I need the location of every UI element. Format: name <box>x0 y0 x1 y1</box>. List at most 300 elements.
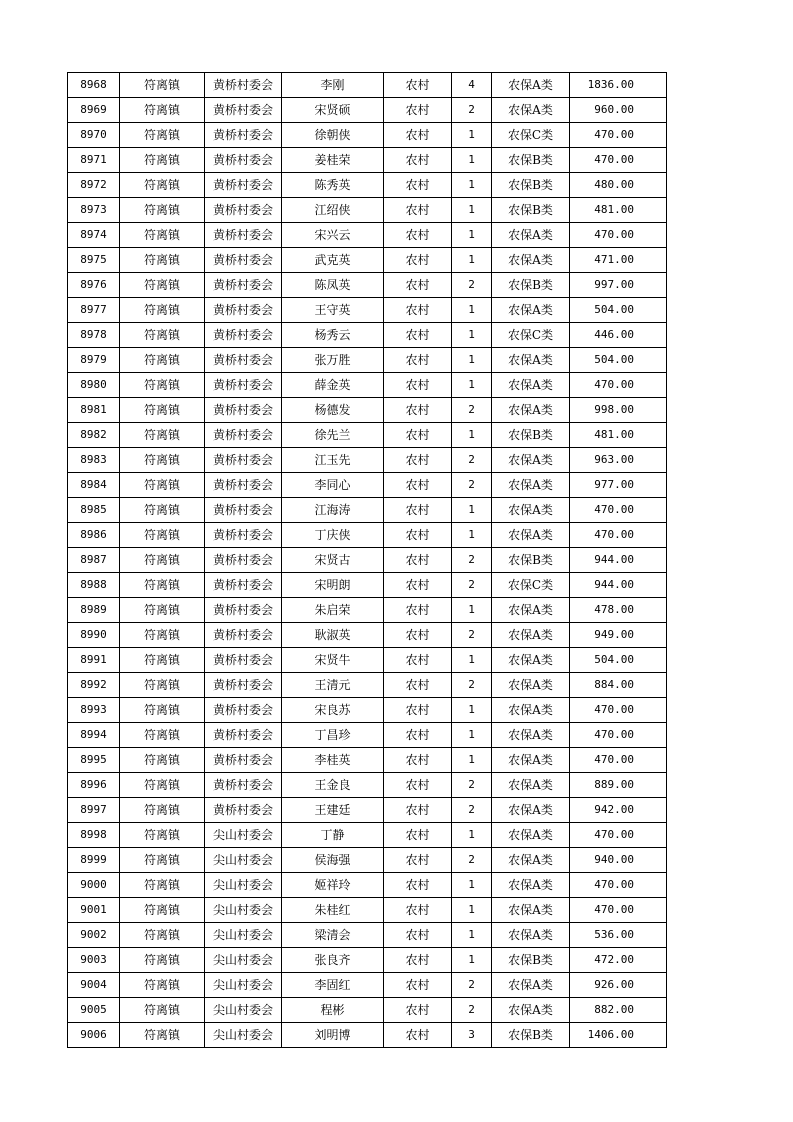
person-name-cell: 王金良 <box>282 773 384 798</box>
record-id-cell: 8975 <box>68 248 120 273</box>
insurance-category-cell: 农保A类 <box>492 673 570 698</box>
area-type-cell: 农村 <box>384 998 452 1023</box>
household-count-cell: 1 <box>452 498 492 523</box>
person-name-cell: 杨德发 <box>282 398 384 423</box>
table-row <box>68 223 667 248</box>
record-id-cell: 8973 <box>68 198 120 223</box>
table-row <box>68 573 667 598</box>
household-count-cell: 1 <box>452 348 492 373</box>
area-type-cell: 农村 <box>384 423 452 448</box>
area-type-cell: 农村 <box>384 923 452 948</box>
area-type-cell: 农村 <box>384 548 452 573</box>
town-cell: 符离镇 <box>120 148 205 173</box>
amount-cell: 944.00 <box>570 548 667 573</box>
area-type-cell: 农村 <box>384 773 452 798</box>
table-row <box>68 673 667 698</box>
village-committee-cell: 黄桥村委会 <box>205 798 282 823</box>
area-type-cell: 农村 <box>384 823 452 848</box>
record-id-cell: 8984 <box>68 473 120 498</box>
town-cell: 符离镇 <box>120 898 205 923</box>
record-id-cell: 9004 <box>68 973 120 998</box>
person-name-cell: 朱启荣 <box>282 598 384 623</box>
insurance-category-cell: 农保A类 <box>492 448 570 473</box>
village-committee-cell: 黄桥村委会 <box>205 648 282 673</box>
area-type-cell: 农村 <box>384 273 452 298</box>
insurance-category-cell: 农保B类 <box>492 273 570 298</box>
person-name-cell: 李刚 <box>282 73 384 98</box>
village-committee-cell: 黄桥村委会 <box>205 698 282 723</box>
area-type-cell: 农村 <box>384 573 452 598</box>
household-count-cell: 1 <box>452 123 492 148</box>
amount-cell: 997.00 <box>570 273 667 298</box>
village-committee-cell: 黄桥村委会 <box>205 73 282 98</box>
insurance-category-cell: 农保A类 <box>492 773 570 798</box>
insurance-category-cell: 农保A类 <box>492 73 570 98</box>
town-cell: 符离镇 <box>120 323 205 348</box>
insurance-category-cell: 农保B类 <box>492 198 570 223</box>
village-committee-cell: 黄桥村委会 <box>205 198 282 223</box>
table-row <box>68 848 667 873</box>
household-count-cell: 1 <box>452 323 492 348</box>
table-row <box>68 498 667 523</box>
household-count-cell: 2 <box>452 623 492 648</box>
area-type-cell: 农村 <box>384 598 452 623</box>
table-row <box>68 948 667 973</box>
village-committee-cell: 黄桥村委会 <box>205 573 282 598</box>
area-type-cell: 农村 <box>384 198 452 223</box>
amount-cell: 470.00 <box>570 723 667 748</box>
town-cell: 符离镇 <box>120 248 205 273</box>
insurance-category-cell: 农保A类 <box>492 223 570 248</box>
household-count-cell: 2 <box>452 98 492 123</box>
table-row <box>68 973 667 998</box>
table-row <box>68 623 667 648</box>
insurance-category-cell: 农保A类 <box>492 298 570 323</box>
town-cell: 符离镇 <box>120 498 205 523</box>
household-count-cell: 2 <box>452 273 492 298</box>
town-cell: 符离镇 <box>120 98 205 123</box>
town-cell: 符离镇 <box>120 123 205 148</box>
village-committee-cell: 黄桥村委会 <box>205 248 282 273</box>
record-id-cell: 8986 <box>68 523 120 548</box>
insurance-category-cell: 农保A类 <box>492 398 570 423</box>
record-id-cell: 8991 <box>68 648 120 673</box>
record-id-cell: 9005 <box>68 998 120 1023</box>
amount-cell: 471.00 <box>570 248 667 273</box>
village-committee-cell: 黄桥村委会 <box>205 598 282 623</box>
insurance-category-cell: 农保A类 <box>492 248 570 273</box>
town-cell: 符离镇 <box>120 673 205 698</box>
amount-cell: 504.00 <box>570 348 667 373</box>
record-id-cell: 8994 <box>68 723 120 748</box>
insurance-category-cell: 农保C类 <box>492 323 570 348</box>
person-name-cell: 李同心 <box>282 473 384 498</box>
amount-cell: 446.00 <box>570 323 667 348</box>
record-id-cell: 8972 <box>68 173 120 198</box>
household-count-cell: 2 <box>452 398 492 423</box>
person-name-cell: 程彬 <box>282 998 384 1023</box>
town-cell: 符离镇 <box>120 798 205 823</box>
amount-cell: 470.00 <box>570 698 667 723</box>
person-name-cell: 姜桂荣 <box>282 148 384 173</box>
household-count-cell: 1 <box>452 723 492 748</box>
area-type-cell: 农村 <box>384 673 452 698</box>
person-name-cell: 宋兴云 <box>282 223 384 248</box>
amount-cell: 889.00 <box>570 773 667 798</box>
town-cell: 符离镇 <box>120 298 205 323</box>
town-cell: 符离镇 <box>120 748 205 773</box>
village-committee-cell: 黄桥村委会 <box>205 348 282 373</box>
town-cell: 符离镇 <box>120 73 205 98</box>
amount-cell: 470.00 <box>570 523 667 548</box>
household-count-cell: 2 <box>452 573 492 598</box>
area-type-cell: 农村 <box>384 298 452 323</box>
record-id-cell: 8999 <box>68 848 120 873</box>
amount-cell: 504.00 <box>570 648 667 673</box>
household-count-cell: 2 <box>452 848 492 873</box>
town-cell: 符离镇 <box>120 473 205 498</box>
insurance-category-cell: 农保A类 <box>492 373 570 398</box>
household-count-cell: 1 <box>452 423 492 448</box>
insurance-category-cell: 农保A类 <box>492 848 570 873</box>
insurance-category-cell: 农保B类 <box>492 423 570 448</box>
village-committee-cell: 黄桥村委会 <box>205 273 282 298</box>
amount-cell: 481.00 <box>570 198 667 223</box>
person-name-cell: 王清元 <box>282 673 384 698</box>
person-name-cell: 宋贤古 <box>282 548 384 573</box>
village-committee-cell: 黄桥村委会 <box>205 123 282 148</box>
town-cell: 符离镇 <box>120 223 205 248</box>
table-row <box>68 423 667 448</box>
amount-cell: 470.00 <box>570 373 667 398</box>
village-committee-cell: 黄桥村委会 <box>205 448 282 473</box>
person-name-cell: 宋明朗 <box>282 573 384 598</box>
amount-cell: 470.00 <box>570 823 667 848</box>
insurance-category-cell: 农保B类 <box>492 148 570 173</box>
area-type-cell: 农村 <box>384 648 452 673</box>
record-id-cell: 9002 <box>68 923 120 948</box>
person-name-cell: 江海涛 <box>282 498 384 523</box>
record-id-cell: 8971 <box>68 148 120 173</box>
village-committee-cell: 黄桥村委会 <box>205 623 282 648</box>
town-cell: 符离镇 <box>120 648 205 673</box>
household-count-cell: 1 <box>452 598 492 623</box>
record-id-cell: 9003 <box>68 948 120 973</box>
person-name-cell: 宋良苏 <box>282 698 384 723</box>
table-body <box>68 73 667 1048</box>
village-committee-cell: 黄桥村委会 <box>205 498 282 523</box>
record-id-cell: 8976 <box>68 273 120 298</box>
table-row <box>68 823 667 848</box>
amount-cell: 470.00 <box>570 873 667 898</box>
village-committee-cell: 黄桥村委会 <box>205 323 282 348</box>
table-row <box>68 98 667 123</box>
record-id-cell: 8983 <box>68 448 120 473</box>
household-count-cell: 1 <box>452 148 492 173</box>
household-count-cell: 1 <box>452 948 492 973</box>
person-name-cell: 朱桂红 <box>282 898 384 923</box>
record-id-cell: 8968 <box>68 73 120 98</box>
table-row <box>68 348 667 373</box>
table-row <box>68 123 667 148</box>
village-committee-cell: 尖山村委会 <box>205 948 282 973</box>
town-cell: 符离镇 <box>120 173 205 198</box>
household-count-cell: 2 <box>452 448 492 473</box>
amount-cell: 926.00 <box>570 973 667 998</box>
record-id-cell: 8995 <box>68 748 120 773</box>
town-cell: 符离镇 <box>120 273 205 298</box>
table-row <box>68 873 667 898</box>
person-name-cell: 江绍侠 <box>282 198 384 223</box>
village-committee-cell: 黄桥村委会 <box>205 673 282 698</box>
amount-cell: 963.00 <box>570 448 667 473</box>
amount-cell: 470.00 <box>570 123 667 148</box>
village-committee-cell: 尖山村委会 <box>205 998 282 1023</box>
insurance-category-cell: 农保A类 <box>492 698 570 723</box>
table-row <box>68 748 667 773</box>
insurance-category-cell: 农保A类 <box>492 998 570 1023</box>
insurance-category-cell: 农保A类 <box>492 523 570 548</box>
amount-cell: 536.00 <box>570 923 667 948</box>
record-id-cell: 9000 <box>68 873 120 898</box>
town-cell: 符离镇 <box>120 573 205 598</box>
record-id-cell: 8996 <box>68 773 120 798</box>
area-type-cell: 农村 <box>384 948 452 973</box>
insurance-category-cell: 农保A类 <box>492 923 570 948</box>
record-id-cell: 8985 <box>68 498 120 523</box>
area-type-cell: 农村 <box>384 473 452 498</box>
amount-cell: 478.00 <box>570 598 667 623</box>
table-row <box>68 998 667 1023</box>
area-type-cell: 农村 <box>384 223 452 248</box>
insurance-category-cell: 农保A类 <box>492 648 570 673</box>
insurance-category-cell: 农保C类 <box>492 123 570 148</box>
table-row <box>68 898 667 923</box>
village-committee-cell: 黄桥村委会 <box>205 98 282 123</box>
village-committee-cell: 黄桥村委会 <box>205 523 282 548</box>
household-count-cell: 1 <box>452 248 492 273</box>
household-count-cell: 2 <box>452 473 492 498</box>
area-type-cell: 农村 <box>384 798 452 823</box>
area-type-cell: 农村 <box>384 398 452 423</box>
table-row <box>68 73 667 98</box>
village-committee-cell: 黄桥村委会 <box>205 373 282 398</box>
village-committee-cell: 尖山村委会 <box>205 848 282 873</box>
village-committee-cell: 黄桥村委会 <box>205 723 282 748</box>
amount-cell: 882.00 <box>570 998 667 1023</box>
person-name-cell: 江玉先 <box>282 448 384 473</box>
amount-cell: 470.00 <box>570 748 667 773</box>
insurance-category-cell: 农保A类 <box>492 748 570 773</box>
record-id-cell: 8993 <box>68 698 120 723</box>
town-cell: 符离镇 <box>120 598 205 623</box>
record-id-cell: 8987 <box>68 548 120 573</box>
town-cell: 符离镇 <box>120 848 205 873</box>
record-id-cell: 8979 <box>68 348 120 373</box>
table-row <box>68 1023 667 1048</box>
person-name-cell: 王守英 <box>282 298 384 323</box>
village-committee-cell: 黄桥村委会 <box>205 548 282 573</box>
town-cell: 符离镇 <box>120 723 205 748</box>
household-count-cell: 1 <box>452 223 492 248</box>
area-type-cell: 农村 <box>384 898 452 923</box>
record-id-cell: 8977 <box>68 298 120 323</box>
table-row <box>68 248 667 273</box>
amount-cell: 944.00 <box>570 573 667 598</box>
area-type-cell: 农村 <box>384 373 452 398</box>
village-committee-cell: 黄桥村委会 <box>205 423 282 448</box>
town-cell: 符离镇 <box>120 948 205 973</box>
area-type-cell: 农村 <box>384 698 452 723</box>
amount-cell: 470.00 <box>570 898 667 923</box>
village-committee-cell: 黄桥村委会 <box>205 173 282 198</box>
village-committee-cell: 黄桥村委会 <box>205 398 282 423</box>
insurance-category-cell: 农保B类 <box>492 1023 570 1048</box>
area-type-cell: 农村 <box>384 348 452 373</box>
person-name-cell: 刘明博 <box>282 1023 384 1048</box>
town-cell: 符离镇 <box>120 548 205 573</box>
amount-cell: 470.00 <box>570 498 667 523</box>
household-count-cell: 3 <box>452 1023 492 1048</box>
insurance-category-cell: 农保A类 <box>492 723 570 748</box>
table-row <box>68 373 667 398</box>
record-id-cell: 8997 <box>68 798 120 823</box>
village-committee-cell: 黄桥村委会 <box>205 298 282 323</box>
table-row <box>68 773 667 798</box>
record-id-cell: 9006 <box>68 1023 120 1048</box>
village-committee-cell: 黄桥村委会 <box>205 223 282 248</box>
benefit-records-table <box>67 72 667 1048</box>
insurance-category-cell: 农保A类 <box>492 873 570 898</box>
amount-cell: 504.00 <box>570 298 667 323</box>
insurance-category-cell: 农保A类 <box>492 473 570 498</box>
table-row <box>68 173 667 198</box>
insurance-category-cell: 农保B类 <box>492 948 570 973</box>
amount-cell: 1836.00 <box>570 73 667 98</box>
area-type-cell: 农村 <box>384 723 452 748</box>
person-name-cell: 宋贤硕 <box>282 98 384 123</box>
insurance-category-cell: 农保C类 <box>492 573 570 598</box>
village-committee-cell: 尖山村委会 <box>205 1023 282 1048</box>
town-cell: 符离镇 <box>120 523 205 548</box>
area-type-cell: 农村 <box>384 73 452 98</box>
household-count-cell: 1 <box>452 173 492 198</box>
town-cell: 符离镇 <box>120 873 205 898</box>
household-count-cell: 2 <box>452 973 492 998</box>
record-id-cell: 8989 <box>68 598 120 623</box>
town-cell: 符离镇 <box>120 698 205 723</box>
table-row <box>68 648 667 673</box>
amount-cell: 977.00 <box>570 473 667 498</box>
person-name-cell: 姬祥玲 <box>282 873 384 898</box>
amount-cell: 470.00 <box>570 148 667 173</box>
town-cell: 符离镇 <box>120 998 205 1023</box>
village-committee-cell: 黄桥村委会 <box>205 148 282 173</box>
area-type-cell: 农村 <box>384 323 452 348</box>
town-cell: 符离镇 <box>120 423 205 448</box>
person-name-cell: 丁昌珍 <box>282 723 384 748</box>
person-name-cell: 耿淑英 <box>282 623 384 648</box>
amount-cell: 960.00 <box>570 98 667 123</box>
household-count-cell: 1 <box>452 298 492 323</box>
person-name-cell: 陈凤英 <box>282 273 384 298</box>
area-type-cell: 农村 <box>384 523 452 548</box>
record-id-cell: 9001 <box>68 898 120 923</box>
area-type-cell: 农村 <box>384 498 452 523</box>
insurance-category-cell: 农保A类 <box>492 98 570 123</box>
record-id-cell: 8998 <box>68 823 120 848</box>
area-type-cell: 农村 <box>384 98 452 123</box>
village-committee-cell: 黄桥村委会 <box>205 748 282 773</box>
village-committee-cell: 尖山村委会 <box>205 823 282 848</box>
town-cell: 符离镇 <box>120 1023 205 1048</box>
insurance-category-cell: 农保B类 <box>492 548 570 573</box>
table-row <box>68 798 667 823</box>
person-name-cell: 薛金英 <box>282 373 384 398</box>
household-count-cell: 4 <box>452 73 492 98</box>
record-id-cell: 8981 <box>68 398 120 423</box>
amount-cell: 884.00 <box>570 673 667 698</box>
town-cell: 符离镇 <box>120 773 205 798</box>
town-cell: 符离镇 <box>120 448 205 473</box>
area-type-cell: 农村 <box>384 848 452 873</box>
person-name-cell: 侯海强 <box>282 848 384 873</box>
record-id-cell: 8980 <box>68 373 120 398</box>
table-row <box>68 148 667 173</box>
record-id-cell: 8988 <box>68 573 120 598</box>
household-count-cell: 1 <box>452 373 492 398</box>
person-name-cell: 丁静 <box>282 823 384 848</box>
table-row <box>68 273 667 298</box>
table-row <box>68 323 667 348</box>
amount-cell: 942.00 <box>570 798 667 823</box>
person-name-cell: 徐朝侠 <box>282 123 384 148</box>
insurance-category-cell: 农保A类 <box>492 498 570 523</box>
household-count-cell: 2 <box>452 673 492 698</box>
village-committee-cell: 尖山村委会 <box>205 873 282 898</box>
table-row <box>68 598 667 623</box>
person-name-cell: 张良齐 <box>282 948 384 973</box>
area-type-cell: 农村 <box>384 873 452 898</box>
insurance-category-cell: 农保A类 <box>492 623 570 648</box>
household-count-cell: 1 <box>452 523 492 548</box>
household-count-cell: 2 <box>452 548 492 573</box>
table-row <box>68 548 667 573</box>
person-name-cell: 张万胜 <box>282 348 384 373</box>
table-row <box>68 698 667 723</box>
area-type-cell: 农村 <box>384 148 452 173</box>
area-type-cell: 农村 <box>384 748 452 773</box>
person-name-cell: 梁清会 <box>282 923 384 948</box>
village-committee-cell: 黄桥村委会 <box>205 473 282 498</box>
person-name-cell: 李桂英 <box>282 748 384 773</box>
insurance-category-cell: 农保A类 <box>492 348 570 373</box>
village-committee-cell: 黄桥村委会 <box>205 773 282 798</box>
area-type-cell: 农村 <box>384 448 452 473</box>
amount-cell: 940.00 <box>570 848 667 873</box>
amount-cell: 480.00 <box>570 173 667 198</box>
village-committee-cell: 尖山村委会 <box>205 973 282 998</box>
insurance-category-cell: 农保B类 <box>492 173 570 198</box>
table-row <box>68 198 667 223</box>
area-type-cell: 农村 <box>384 623 452 648</box>
household-count-cell: 1 <box>452 648 492 673</box>
amount-cell: 481.00 <box>570 423 667 448</box>
person-name-cell: 宋贤牛 <box>282 648 384 673</box>
amount-cell: 472.00 <box>570 948 667 973</box>
amount-cell: 470.00 <box>570 223 667 248</box>
record-id-cell: 8982 <box>68 423 120 448</box>
